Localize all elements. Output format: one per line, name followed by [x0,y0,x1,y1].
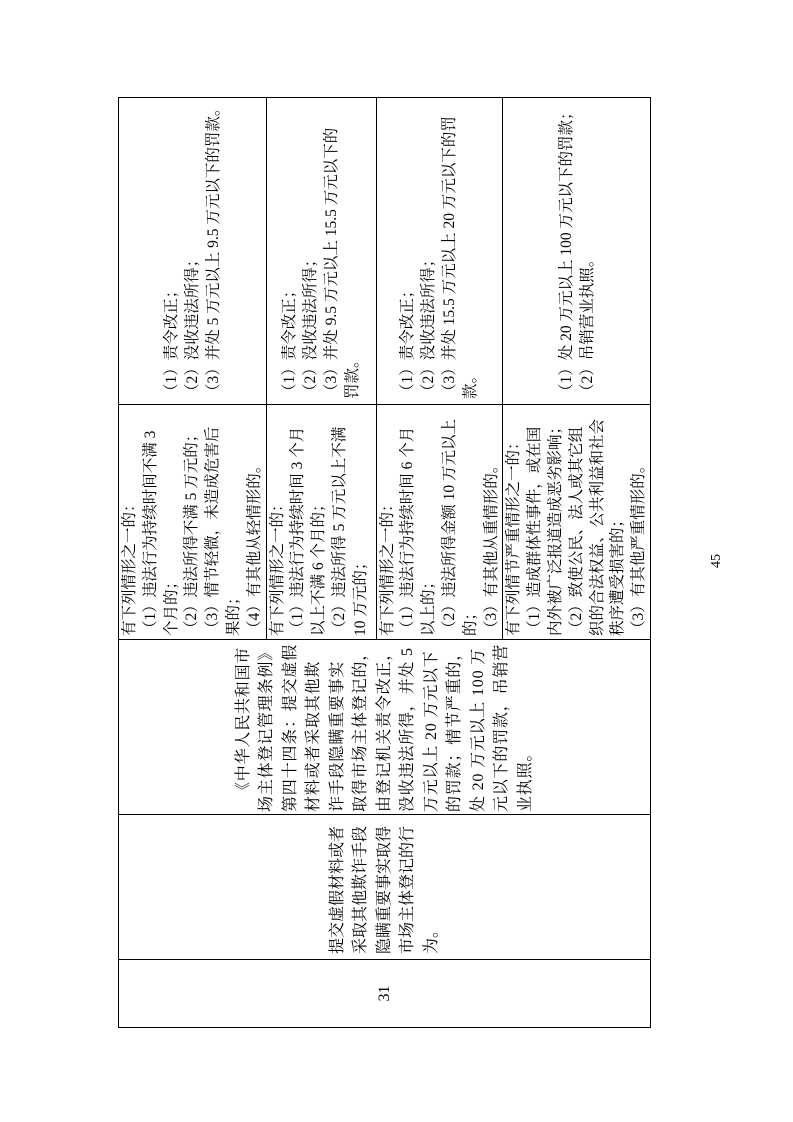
circumstance-line: （3）有其他从重情形的。 [482,457,500,636]
violation-line: 为。 [422,921,440,954]
violation-cell [119,815,651,960]
circumstance-line: 10 万元的； [351,554,369,636]
penalty-line: （3）并处 15.5 万元以上 20 万元以下的罚 [441,116,459,399]
legal-basis-line: 元以下的罚款，吊销营 [493,643,511,812]
penalty-cell-tier-2 [266,98,376,405]
legal-basis-line: 取得市场主体登记的， [352,643,370,812]
circumstance-line: 的； [461,604,479,636]
penalty-cell-tier-1 [119,98,267,405]
serial-number-cell [119,960,651,1028]
table-rotation-layer [118,98,648,1028]
violation-line: 市场主体登记的行 [399,825,417,954]
table-row-tier-1 [119,98,267,1028]
circumstance-line: （2）违法所得金额 10 万元以上 [440,418,458,636]
legal-basis-line: 由登记机关责令改正， [375,643,393,812]
legal-basis-line: 《中华人民共和国市 [234,646,252,798]
penalty-line: （3）并处 9.5 万元以上 15.5 万元以下的 [323,127,341,399]
penalty-line: （2）吊销营业执照。 [578,251,596,399]
violation-line: 隐瞒重要事实取得 [375,825,393,954]
circumstance-line: 织的合法权益、公共利益和社会 [588,418,606,636]
legal-basis-line: 第四十四条：提交虚假 [281,643,299,812]
circumstance-line: 有下列情形之一的： [378,496,396,636]
circumstance-line: （2）致使公民、法人或其它组 [567,426,585,636]
circumstance-line: 以上的； [420,573,438,636]
penalty-line: （1）处 20 万元以上 100 万元以下的罚款； [557,104,575,399]
circumstances-cell-tier-3 [376,405,503,640]
circumstance-line: （3）有其他严重情形的。 [630,457,648,636]
circumstance-line: （1）违法行为持续时间 6 个月 [399,426,417,636]
penalty-line: （1）责令改正； [399,282,417,399]
circumstance-line: （1）违法行为持续时间不满 3 [141,430,159,636]
penalty-line: （2）没收违法所得； [183,251,201,399]
circumstance-line: 秩序遭受损害的； [609,511,627,636]
page-number: 45 [709,554,724,568]
circumstance-line: （1）造成群体性事件，或在国 [526,426,544,636]
penalty-line: 款。 [462,367,480,399]
circumstance-line: （1）违法行为持续时间 3 个月 [289,426,307,636]
legal-basis-cell [119,640,651,815]
legal-basis-line: 的罚款；情节严重的， [446,643,464,812]
penalty-line: （3）并处 5 万元以上 9.5 万元以下的罚款。 [204,100,222,399]
legal-basis-line: 诈手段隐瞒重要事实 [328,660,346,812]
violation-line: 采取其他欺诈手段 [352,825,370,954]
penalty-line: （2）没收违法所得； [302,251,320,399]
circumstance-line: 有下列情节严重情形之一的： [505,434,523,636]
circumstances-cell-tier-4 [503,405,651,640]
circumstances-cell-tier-1 [119,405,267,640]
penalty-line: （2）没收违法所得； [420,251,438,399]
circumstances-cell-tier-2 [266,405,376,640]
circumstance-line: 有下列情形之一的： [268,496,286,636]
serial-number: 31 [375,985,393,1002]
circumstance-line: （2）违法所得不满 5 万元的； [183,426,201,636]
circumstance-line: 内外被广泛报道造成恶劣影响； [546,418,564,636]
legal-basis-line: 万元以上 20 万元以下 [422,650,440,812]
legal-basis-line: 处 20 万元以上 100 万 [469,648,487,812]
legal-basis-line: 业执照。 [516,744,534,812]
legal-basis-line: 材料或者采取其他欺 [305,660,323,812]
penalty-cell-tier-4 [503,98,651,405]
violation-line: 提交虚假材料或者 [328,825,346,954]
penalty-line: 罚款。 [344,352,362,399]
circumstance-line: 个月的； [162,573,180,636]
circumstance-line: 有下列情形之一的： [121,496,138,636]
penalty-line: （1）责令改正； [162,282,180,399]
legal-basis-line: 没收违法所得，并处 5 [399,647,417,812]
penalty-line: （1）责令改正； [281,282,299,399]
circumstance-line: 果的； [224,589,242,636]
circumstance-line: （2）违法所得 5 万元以上不满 [330,426,348,636]
penalty-benchmark-table [118,97,651,1028]
penalty-cell-tier-3 [376,98,503,405]
legal-basis-line: 场主体登记管理条例》 [258,643,276,812]
circumstance-line: （4）有其他从轻情形的。 [245,457,263,636]
circumstance-line: 以上不满 6 个月的； [310,496,328,636]
circumstance-line: （3）情节轻微，未造成危害后 [204,426,222,636]
rotated-table-frame [118,98,648,1028]
